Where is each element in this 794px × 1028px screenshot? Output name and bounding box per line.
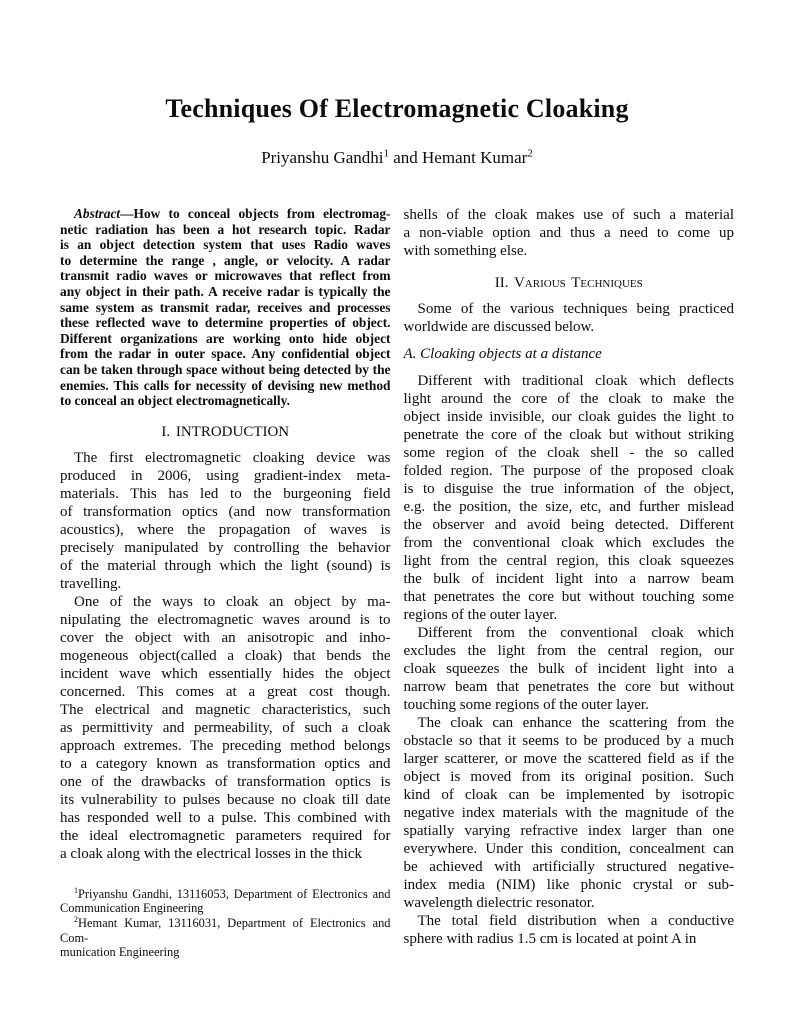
text-line: to conceal an object electromagnetically. <box>60 393 290 409</box>
text-line: munication Engineering <box>60 945 180 960</box>
body-paragraph <box>404 206 735 260</box>
text-line: everywhere. Under this condition, concealment can <box>403 841 734 857</box>
text-line: acoustics), where the propagation of waves is <box>60 521 391 538</box>
text-line: obstacle so that it seems to be produced by a much <box>403 733 734 749</box>
text-line: produced in 2006, using gradient-index meta- <box>60 467 391 484</box>
text-line: the bulk of incident light into a narrow beam <box>403 571 734 587</box>
body-paragraph <box>404 714 735 912</box>
text-line: transmit radio waves or microwaves that reflect from <box>60 268 391 284</box>
text-line: that penetrates the core but without touching some <box>403 589 734 605</box>
text-line: touching some regions of the outer layer. <box>403 697 649 713</box>
text-line: a non-viable option and thus a need to come up <box>403 225 734 241</box>
text-line: from the radar in outer space. Any confidential object <box>60 346 391 362</box>
text-line: Abstract—How to conceal objects from electromag- <box>74 206 391 221</box>
text-line: cloak squeezes the bulk of incident light into a <box>403 661 734 677</box>
text-line: excludes the light from the central region, our <box>403 643 734 659</box>
text-line: narrow beam that penetrates the core but without <box>403 679 734 695</box>
text-line: these reflected wave to determine properties of object. <box>60 315 391 331</box>
text-line: to a category known as transformation optics and <box>60 755 391 772</box>
text-line: negative index materials with the magnitude of the <box>403 805 734 821</box>
footnote-marker: 2 <box>74 914 79 924</box>
text-line: regions of the outer layer. <box>403 607 558 623</box>
text-line: light from the central region, this cloak squeezes <box>403 553 734 569</box>
text-line: as permittivity and permeability, of such a cloak <box>60 719 391 736</box>
text-line: of transformation optics (and now transformation <box>60 503 391 520</box>
body-paragraph <box>404 624 735 714</box>
text-line: Some of the various techniques being practiced <box>417 301 734 317</box>
text-line: enemies. This calls for necessity of devising new method <box>60 377 391 393</box>
footnotes <box>60 887 391 960</box>
text-line: worldwide are discussed below. <box>403 319 595 335</box>
text-line: Different from the conventional cloak which <box>417 625 734 641</box>
text-line: concerned. This comes at a great cost though. <box>60 683 391 700</box>
text-line: index media (NIM) like phonic crystal or sub- <box>403 877 734 893</box>
text-line: cover the object with an anisotropic and inho- <box>60 629 391 646</box>
text-line: any object in their path. A receive radar is typically the <box>60 283 391 299</box>
text-line: mogeneous object(called a cloak) that bends the <box>60 647 391 664</box>
text-line: incident wave which essentially hides the object <box>60 665 391 682</box>
author-name: Priyanshu Gandhi <box>261 148 384 167</box>
column-left <box>60 206 391 960</box>
text-line: The cloak can enhance the scattering from the <box>417 715 734 731</box>
paper-title: Techniques Of Electromagnetic Cloaking <box>165 94 629 123</box>
body-paragraph <box>404 372 735 624</box>
body-paragraph <box>404 912 735 948</box>
text-line: is to disguise the true information of the object, <box>403 481 734 497</box>
text-line: a cloak along with the electrical losses in the thick <box>60 845 362 862</box>
footnote <box>60 887 391 916</box>
text-line: object is moved from its original position. Such <box>403 769 734 785</box>
paper-authors: Priyanshu Gandhi$^1$ and Hemant Kumar$^2$ <box>261 147 533 167</box>
author-name: Hemant Kumar <box>422 148 528 167</box>
text-line: sphere with radius 1.5 cm is located at point A in <box>403 931 697 947</box>
text-line: larger scatterer, or move the scattered field as if the <box>403 751 734 767</box>
paper-header <box>0 0 794 168</box>
two-column-body <box>0 206 794 960</box>
body-paragraph <box>404 300 735 336</box>
author-affiliation-marker: 1 <box>383 147 389 160</box>
footnote <box>60 916 391 960</box>
text-line: $^1$Priyanshu Gandhi, 13116053, Department of Electronics and <box>74 885 391 901</box>
subsection-heading: A. Cloaking objects at a distance <box>403 346 602 362</box>
body-paragraph <box>60 449 391 593</box>
text-line: some region of the cloak shell - the so called <box>403 445 734 461</box>
text-line: $^2$Hemant Kumar, 13116031, Department of Electronics and Com- <box>60 914 391 945</box>
text-line: e.g. the position, the size, etc, and further mislead <box>403 499 734 515</box>
text-line: precisely manipulated by controlling the behavior <box>60 539 391 556</box>
text-line: light around the core of the cloak to make the <box>403 391 734 407</box>
text-line: spatially varying refractive index larger than one <box>403 823 734 839</box>
text-line: from the conventional cloak which excludes the <box>403 535 734 551</box>
text-line: be achieved with artificially structured negative- <box>403 859 734 875</box>
text-line: with something else. <box>403 243 528 259</box>
text-line: one of the drawbacks of transformation optics is <box>60 773 391 790</box>
footnote-marker: 1 <box>74 885 79 895</box>
text-line: The first electromagnetic cloaking device was <box>74 449 391 466</box>
abstract-paragraph <box>60 206 391 409</box>
text-line: materials. This has led to the burgeoning field <box>60 485 391 502</box>
text-line: to determine the range , angle, or velocity. A radar <box>60 252 391 268</box>
text-line: shells of the cloak makes use of such a material <box>403 207 734 223</box>
section-heading: I. INTRODUCTION <box>161 423 290 440</box>
text-line: The electrical and magnetic characteristics, such <box>60 701 391 718</box>
text-line: same system as transmit radar, receives and processes <box>60 299 391 315</box>
text-line: folded region. The purpose of the proposed cloak <box>403 463 734 479</box>
text-line: wavelength dielectric resonator. <box>403 895 595 911</box>
text-line: the observer and avoid being detected. Different <box>403 517 734 533</box>
text-line: object inside invisible, our cloak guides the light to <box>403 409 734 425</box>
column-right <box>404 206 735 960</box>
text-line: can be taken through space without being detected by the <box>60 361 391 377</box>
text-line: is an object detection system that uses Radio waves <box>60 237 391 253</box>
text-line: has responded well to a pulse. This combined with <box>60 809 391 826</box>
text-line: of the material through which the light (sound) is <box>60 557 391 574</box>
author-affiliation-marker: 2 <box>527 147 533 160</box>
section-heading: II. Various Techniques <box>494 275 643 291</box>
text-line: kind of cloak can be implemented by isotropic <box>403 787 734 803</box>
text-line: One of the ways to cloak an object by ma- <box>74 593 391 610</box>
body-paragraph <box>60 593 391 863</box>
text-line: penetrate the core of the cloak but without striking <box>403 427 734 443</box>
text-line: approach extremes. The preceding method belongs <box>60 737 391 754</box>
text-line: nipulating the electromagnetic waves around is to <box>60 611 391 628</box>
abstract-label: Abstract <box>74 206 121 221</box>
text-line: Communication Engineering <box>60 901 204 916</box>
text-line: its vulnerability to pulses because no cloak till date <box>60 791 391 808</box>
text-line: travelling. <box>60 575 122 592</box>
text-line: The total field distribution when a conductive <box>417 913 734 929</box>
text-line: Different with traditional cloak which deflects <box>417 373 734 389</box>
text-line: netic radiation has been a hot research topic. Radar <box>60 221 391 237</box>
text-line: Different organizations are working onto hide object <box>60 330 391 346</box>
text-line: the ideal electromagnetic parameters required for <box>60 827 391 844</box>
